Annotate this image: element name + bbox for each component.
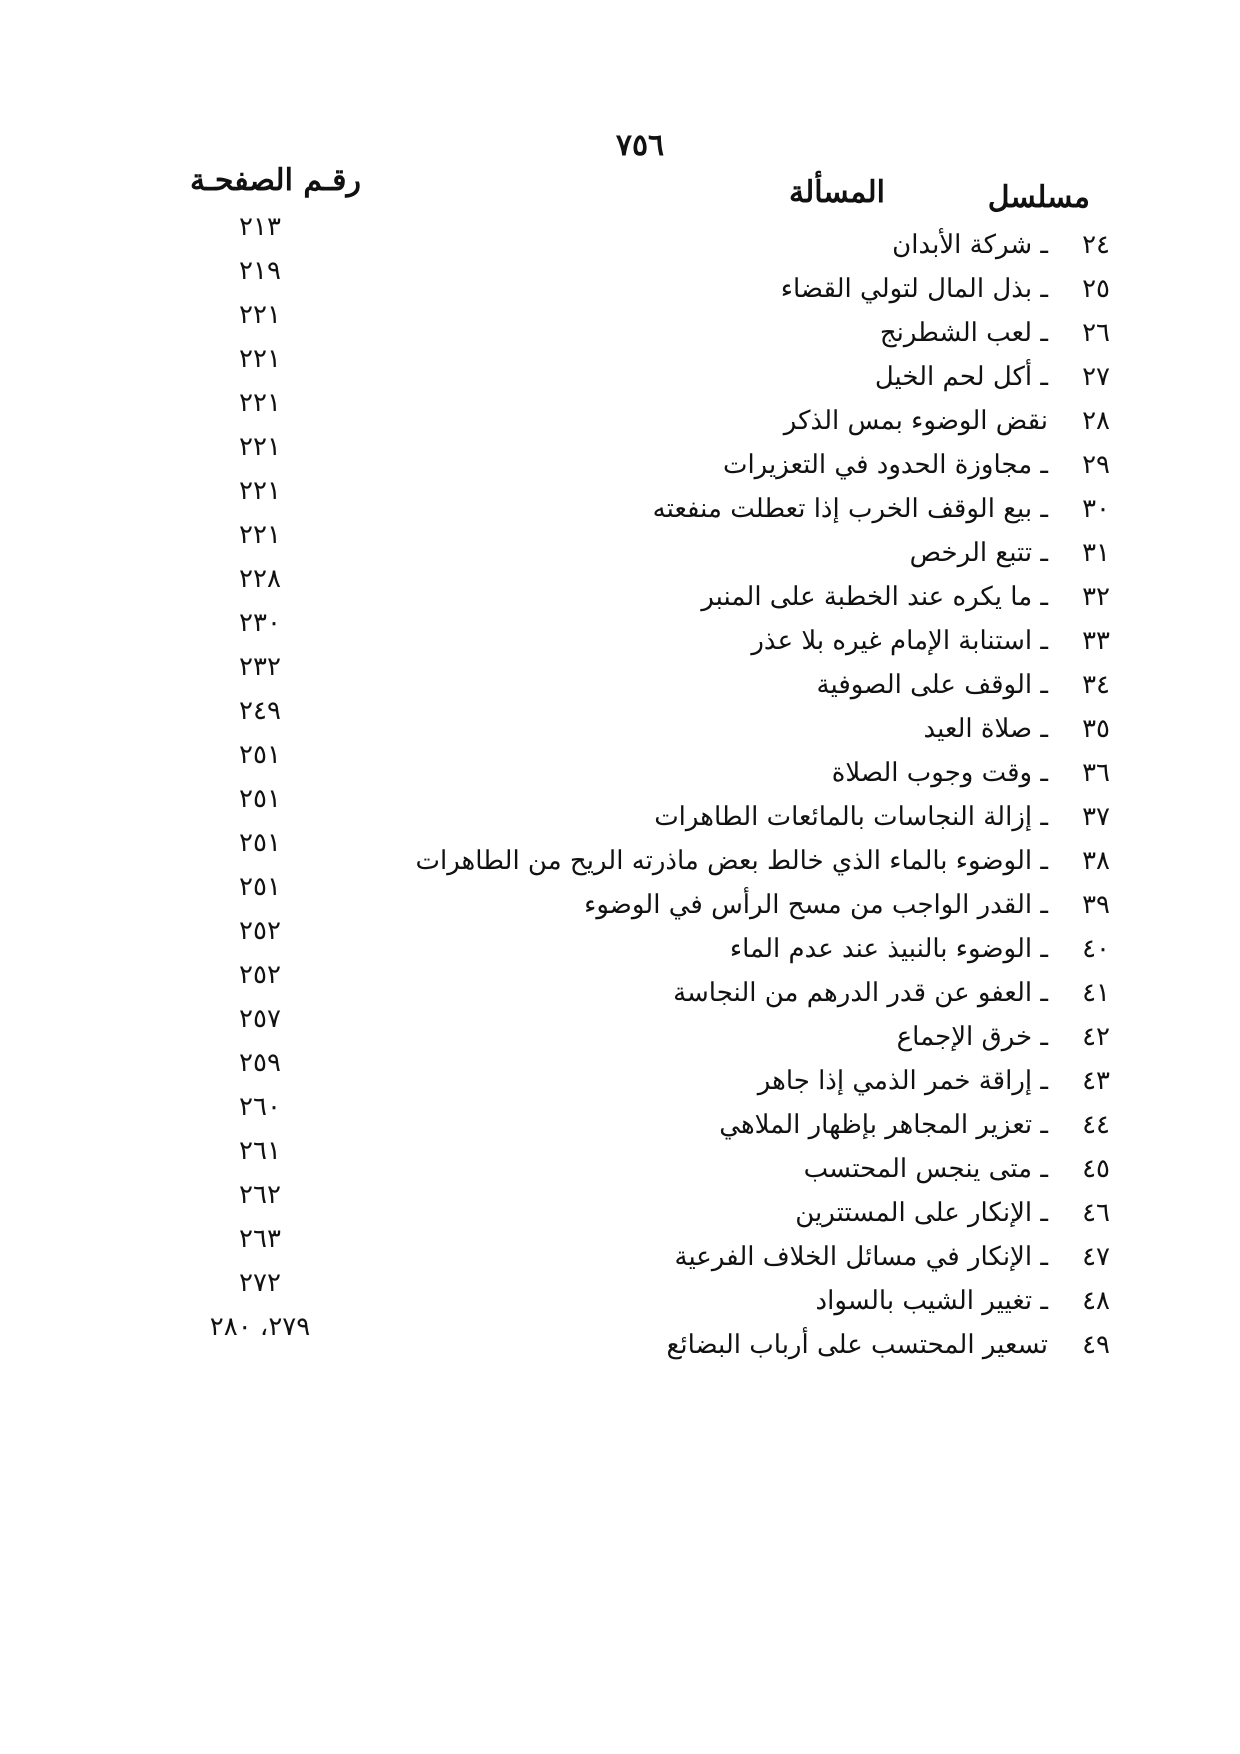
- row-serial: ٣١: [1082, 538, 1110, 568]
- header-issue: المسألة: [789, 175, 885, 210]
- row-page: ٢٢١: [239, 476, 281, 506]
- row-issue: تسعير المحتسب على أرباب البضائع: [666, 1330, 1048, 1360]
- row-issue: ـ العفو عن قدر الدرهم من النجاسة: [673, 978, 1048, 1008]
- row-serial: ٢٤: [1082, 230, 1110, 260]
- row-page: ٢٢١: [239, 520, 281, 550]
- row-issue: ـ إراقة خمر الذمي إذا جاهر: [757, 1066, 1048, 1096]
- row-issue: ـ صلاة العيد: [923, 714, 1048, 744]
- row-page: ٢٦٠: [239, 1092, 281, 1122]
- row-serial: ٢٧: [1082, 362, 1110, 392]
- row-page: ٢٥١: [239, 784, 281, 814]
- header-serial: مسلسل: [987, 180, 1090, 215]
- row-serial: ٤١: [1082, 978, 1110, 1008]
- row-issue: نقض الوضوء بمس الذكر: [783, 406, 1048, 436]
- row-serial: ٤٣: [1082, 1066, 1110, 1096]
- row-serial: ٤٩: [1082, 1330, 1110, 1360]
- row-serial: ٣٦: [1082, 758, 1110, 788]
- row-page: ٢١٩: [239, 256, 281, 286]
- row-issue: ـ بيع الوقف الخرب إذا تعطلت منفعته: [652, 494, 1048, 524]
- row-page: ٢٥٩: [239, 1048, 281, 1078]
- row-issue: ـ تتبع الرخص: [909, 538, 1048, 568]
- row-page: ٢١٣: [239, 212, 281, 242]
- row-serial: ٤٠: [1082, 934, 1110, 964]
- row-page: ٢٥٢: [239, 960, 281, 990]
- row-serial: ٣٠: [1082, 494, 1110, 524]
- row-issue: ـ أكل لحم الخيل: [874, 362, 1048, 392]
- row-page: ٢٤٩: [239, 696, 281, 726]
- row-serial: ٢٩: [1082, 450, 1110, 480]
- row-page: ٢٣٢: [239, 652, 281, 682]
- row-page: ٢٥٢: [239, 916, 281, 946]
- row-serial: ٤٧: [1082, 1242, 1110, 1272]
- row-issue: ـ الوقف على الصوفية: [816, 670, 1048, 700]
- row-issue: ـ القدر الواجب من مسح الرأس في الوضوء: [584, 890, 1048, 920]
- row-serial: ٣٧: [1082, 802, 1110, 832]
- header-page-number: رقـم الصفحـة: [190, 163, 361, 198]
- row-page: ٢٦٢: [239, 1180, 281, 1210]
- row-issue: ـ ما يكره عند الخطبة على المنبر: [701, 582, 1048, 612]
- row-issue: ـ استنابة الإمام غيره بلا عذر: [751, 626, 1048, 656]
- row-issue: ـ شركة الأبدان: [892, 230, 1048, 260]
- row-page: ٢٢١: [239, 388, 281, 418]
- row-issue: ـ مجاوزة الحدود في التعزيرات: [722, 450, 1048, 480]
- row-serial: ٣٢: [1082, 582, 1110, 612]
- row-page: ٢٥١: [239, 872, 281, 902]
- row-page: ٢٥١: [239, 740, 281, 770]
- row-serial: ٤٢: [1082, 1022, 1110, 1052]
- row-serial: ٣٤: [1082, 670, 1110, 700]
- row-page: ٢٧٢: [239, 1268, 281, 1298]
- row-serial: ٢٥: [1082, 274, 1110, 304]
- row-serial: ٣٨: [1082, 846, 1110, 876]
- row-serial: ٤٤: [1082, 1110, 1110, 1140]
- row-issue: ـ بذل المال لتولي القضاء: [780, 274, 1048, 304]
- row-issue: ـ متى ينجس المحتسب: [803, 1154, 1048, 1184]
- row-issue: ـ إزالة النجاسات بالمائعات الطاهرات: [654, 802, 1048, 832]
- row-serial: ٤٦: [1082, 1198, 1110, 1228]
- row-serial: ٣٥: [1082, 714, 1110, 744]
- row-serial: ٤٥: [1082, 1154, 1110, 1184]
- row-serial: ٢٦: [1082, 318, 1110, 348]
- row-issue: ـ لعب الشطرنج: [879, 318, 1048, 348]
- row-issue: ـ الإنكار في مسائل الخلاف الفرعية: [674, 1242, 1048, 1272]
- row-page: ٢٥٧: [239, 1004, 281, 1034]
- row-page: ٢٦١: [239, 1136, 281, 1166]
- row-issue: ـ الوضوء بالنبيذ عند عدم الماء: [729, 934, 1048, 964]
- row-serial: ٣٩: [1082, 890, 1110, 920]
- row-serial: ٤٨: [1082, 1286, 1110, 1316]
- row-issue: ـ خرق الإجماع: [896, 1022, 1048, 1052]
- page-number: ٧٥٦: [615, 128, 665, 163]
- row-page: ٢٥١: [239, 828, 281, 858]
- row-page: ٢٢١: [239, 300, 281, 330]
- row-issue: ـ وقت وجوب الصلاة: [831, 758, 1048, 788]
- row-page: ٢٢١: [239, 432, 281, 462]
- row-page: ٢٧٩، ٢٨٠: [209, 1312, 311, 1342]
- row-page: ٢٣٠: [239, 608, 281, 638]
- row-issue: ـ تغيير الشيب بالسواد: [815, 1286, 1048, 1316]
- row-page: ٢٢١: [239, 344, 281, 374]
- row-serial: ٣٣: [1082, 626, 1110, 656]
- row-issue: ـ تعزير المجاهر بإظهار الملاهي: [719, 1110, 1048, 1140]
- row-page: ٢٢٨: [239, 564, 281, 594]
- index-row: [0, 1312, 1240, 1370]
- row-page: ٢٦٣: [239, 1224, 281, 1254]
- row-serial: ٢٨: [1082, 406, 1110, 436]
- row-issue: ـ الوضوء بالماء الذي خالط بعض ماذرته الريح من الطاهرات: [415, 846, 1048, 876]
- row-issue: ـ الإنكار على المستترين: [795, 1198, 1048, 1228]
